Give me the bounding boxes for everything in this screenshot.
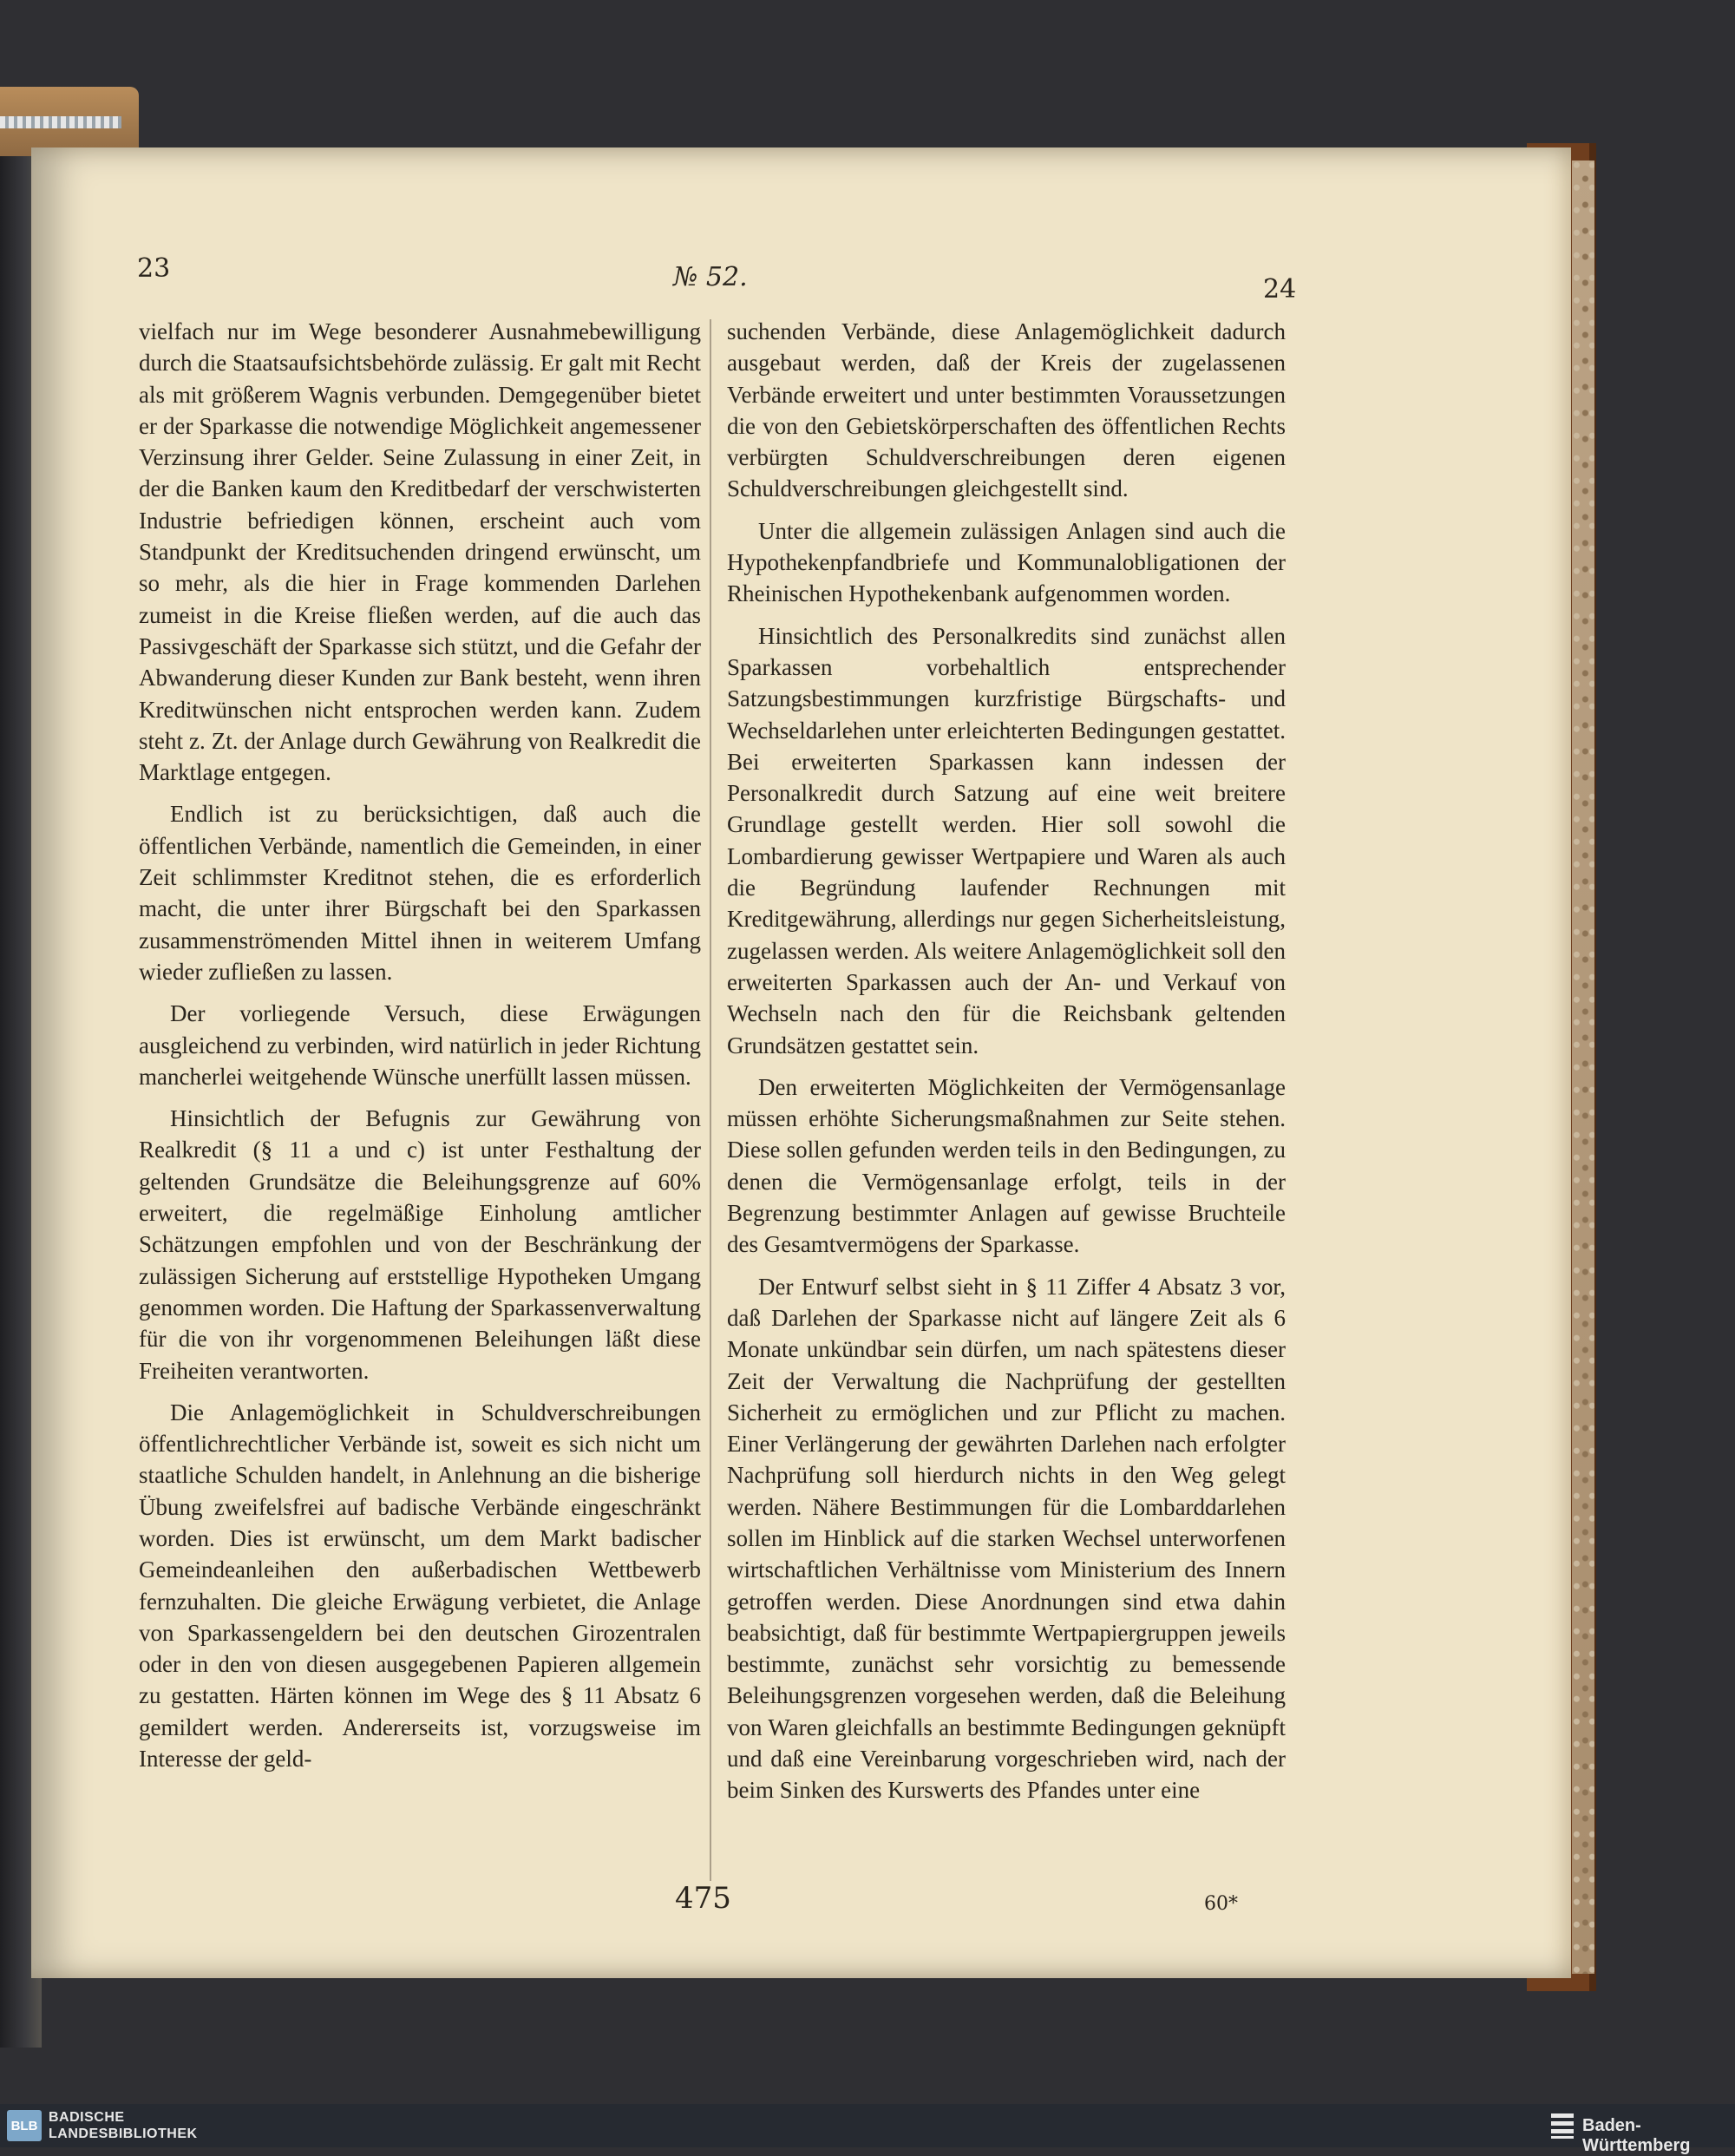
left-page-number: 23	[137, 253, 171, 284]
blb-logo[interactable]: BLB	[7, 2110, 42, 2141]
paragraph: Die Anlagemöglichkeit in Schuldverschreibungen öffentlichrechtlicher Verbände ist, soweit es sich nicht um staatliche Schulden handelt, in Anlehnung an die bisherige Übung zweifelsfrei auf badische Verbände eingeschränkt worden. Dies ist erwünscht, um dem Markt badischer Gemeindeanleihen den außerbadischen Wettbewerb fernzuhalten. Die gleiche Erwägung verbietet, die Anlage von Sparkassengeldern bei den deutschen Girozentralen oder in den von diesen ausgegebenen Papieren allgemein zu gestatten. Härten können im Wege des § 11 Absatz 6 gemildert werden. Andererseits ist, vorzugsweise im Interesse der geld-	[139, 1399, 701, 1773]
library-name[interactable]	[49, 2109, 198, 2142]
paragraph: Hinsichtlich der Befugnis zur Gewährung von Realkredit (§ 11 a und c) ist unter Festhaltung der geltenden Grundsätze die Beleihungsgrenze auf 60% erweitert, die regelmäßige Einholung amtlicher Schätzungen empfohlen und von der Beschränkung der zulässigen Sicherung auf erststellige Hypotheken Umgang genommen worden. Die Haftung der Sparkassenverwaltung für die von ihr vorgenommenen Beleihungen läßt diese Freiheiten verantworten.	[139, 1105, 701, 1384]
column-divider	[710, 319, 711, 1881]
paragraph: Endlich ist zu berücksichtigen, daß auch die öffentlichen Verbände, namentlich die Gemeinden, in einer Zeit schlimmster Kreditnot stehen, die es erforderlich macht, die unter ihrer Bürgschaft bei den Sparkassen zusammenströmenden Mittel ihnen in weiterem Umfang wieder zufließen zu lassen.	[139, 801, 701, 985]
right-text-column	[727, 316, 1286, 1817]
right-page-number: 24	[1263, 274, 1297, 305]
paragraph: Hinsichtlich des Personalkredits sind zunächst allen Sparkassen vorbehaltlich entsprechender Satzungsbestimmungen kurzfristige Bürgschafts- und Wechseldarlehen unter erleichterten Bedingungen gestattet. Bei erweiterten Sparkassen kann indessen der Personalkredit durch Satzung auf eine weit breitere Grundlage gestellt werden. Hier soll sowohl die Lombardierung gewisser Wertpapiere und Waren als auch die Begründung laufender Rechnungen mit Kreditgewährung, allerdings nur gegen Sicherheitsleistung, zugelassen werden. Als weitere Anlagemöglichkeit soll den erweiterten Sparkassen auch der An- und Verkauf von Wechseln nach den für die Reichsbank geltenden Grundsätzen gestattet sein.	[727, 622, 1286, 1058]
marbled-cover-edge	[1572, 161, 1594, 1974]
library-name-line1: BADISCHE	[49, 2110, 125, 2125]
library-name-line2: LANDESBIBLIOTHEK	[49, 2127, 198, 2141]
paragraph: vielfach nur im Wege besonderer Ausnahmebewilligung durch die Staatsaufsichtsbehörde zulässig. Er galt mit Recht als mit größerem Wagnis verbunden. Demgegenüber bietet er der Sparkasse die notwendige Möglichkeit angemessener Verzinsung ihrer Gelder. Seine Zulassung in einer Zeit, in der die Banken kaum den Kreditbedarf der verschwisterten Industrie befriedigen können, erscheint auch vom Standpunkt der Kreditsuchenden dringend erwünscht, um so mehr, als die hier in Frage kommenden Darlehen zumeist in die Kreise fließen werden, auf die auch das Passivgeschäft der Sparkasse sich stützt, und die Gefahr der Abwanderung dieser Kunden zur Bank besteht, wenn ihren Kreditwünschen nicht entsprochen werden kann. Zudem steht z. Zt. der Anlage durch Gewährung von Realkredit die Marktlage entgegen.	[139, 318, 701, 786]
viewer-footer-bar	[0, 2104, 1735, 2155]
paragraph: Der Entwurf selbst sieht in § 11 Ziffer 4 Absatz 3 vor, daß Darlehen der Sparkasse nicht auf längere Zeit als 6 Monate unkündbar sein dürfen, um nach spätestens dieser Zeit der Verwaltung die Nachprüfung der gestellten Sicherheit zu ermöglichen und zur Pflicht zu machen. Einer Verlängerung der gewährten Darlehen nach erfolgter Nachprüfung soll hierdurch nichts in den Weg gelegt werden. Nähere Bestimmungen für die Lombarddarlehen sollen im Hinblick auf die starken Wechsel unterworfenen wirtschaftlichen Verhältnisse vom Ministerium des Innern getroffen werden. Diese Anordnungen sind etwa dahin beabsichtigt, daß für bestimmte Wertpapiergruppen jeweils bestimmte, zunächst sehr vorsichtig zu bemessende Beleihungsgrenzen vorgesehen werden, daß die Beleihung von Waren gleichfalls an bestimmte Bedingungen geknüpft und daß eine Vereinbarung vorgeschrieben wird, nach der beim Sinken des Kurswerts des Pfandes unter eine	[727, 1273, 1286, 1804]
issue-number: № 52.	[673, 262, 748, 292]
signature-mark: 60*	[1204, 1893, 1238, 1915]
state-emblem-icon	[1549, 2111, 1575, 2140]
folio-number: 475	[675, 1881, 731, 1916]
paragraph: Unter die allgemein zulässigen Anlagen sind auch die Hypothekenpfandbriefe und Kommunalobligationen der Rheinischen Hypothekenbank aufgenommen worden.	[727, 517, 1286, 607]
left-text-column	[139, 316, 701, 1785]
book-bookmark-tab	[0, 87, 139, 156]
paragraph: Der vorliegende Versuch, diese Erwägungen ausgleichend zu verbinden, wird natürlich in jeder Richtung mancherlei weitgehende Wünsche unerfüllt lassen müssen.	[139, 1000, 701, 1090]
paragraph: suchenden Verbände, diese Anlagemöglichkeit dadurch ausgebaut werden, daß der Kreis der zugelassenen Verbände erweitert und unter bestimmten Voraussetzungen die von den Gebietskörperschaften des öffentlichen Rechts verbürgten Schuldverschreibungen deren eigenen Schuldverschreibungen gleichgestellt sind.	[727, 318, 1286, 502]
paragraph: Den erweiterten Möglichkeiten der Vermögensanlage müssen erhöhte Sicherungsmaßnahmen zur Seite stehen. Diese sollen gefunden werden teils in den Bedingungen, zu denen die Vermögensanlage erfolgt, teils in der Begrenzung bestimmter Anlagen auf gewisse Bruchteile des Gesamtvermögens der Sparkasse.	[727, 1073, 1286, 1258]
state-label[interactable]: Baden-Württemberg	[1582, 2116, 1691, 2155]
